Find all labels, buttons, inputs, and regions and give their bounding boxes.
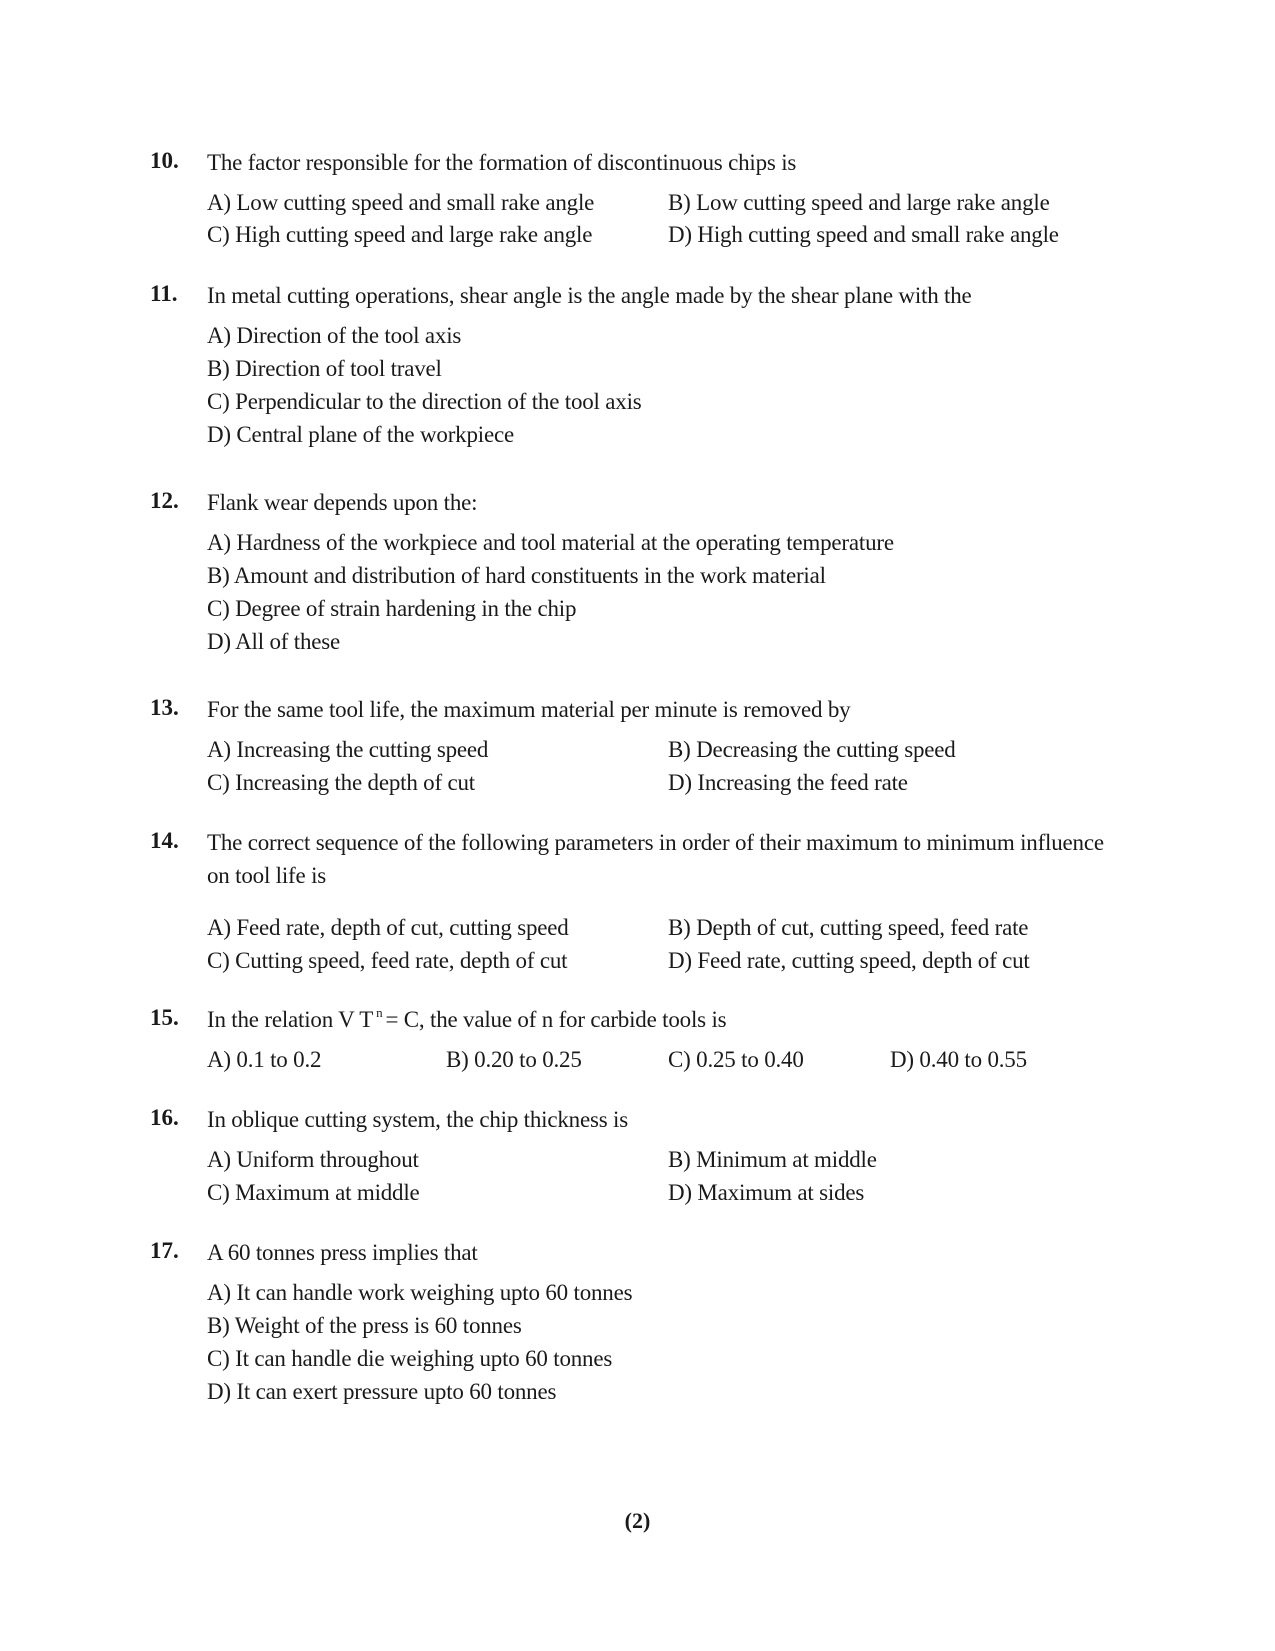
- option-a: A) Uniform throughout: [207, 1147, 419, 1172]
- option-d: D) 0.40 to 0.55: [890, 1047, 1027, 1072]
- option-c: C) 0.25 to 0.40: [668, 1047, 804, 1072]
- option-d: D) Central plane of the workpiece: [207, 422, 514, 447]
- option-b: B) Weight of the press is 60 tonnes: [207, 1313, 522, 1338]
- option-c: C) Perpendicular to the direction of the tool axis: [207, 389, 642, 414]
- question-number: 10.: [150, 148, 179, 173]
- option-c: C) Cutting speed, feed rate, depth of cut: [207, 948, 568, 973]
- question-text: A 60 tonnes press implies that: [207, 1240, 478, 1265]
- option-c: C) High cutting speed and large rake angle: [207, 222, 593, 247]
- question-text: Flank wear depends upon the:: [207, 490, 478, 515]
- option-b: B) Direction of tool travel: [207, 356, 442, 381]
- option-a: A) It can handle work weighing upto 60 tonnes: [207, 1280, 633, 1305]
- option-b: B) Decreasing the cutting speed: [668, 737, 956, 762]
- question-text: [207, 1003, 1127, 1039]
- question-number: 13.: [150, 695, 179, 720]
- question-number: 12.: [150, 488, 179, 513]
- question-number: 14.: [150, 828, 179, 853]
- question-text: For the same tool life, the maximum material per minute is removed by: [207, 697, 851, 722]
- question-number: 16.: [150, 1105, 179, 1130]
- option-d: D) It can exert pressure upto 60 tonnes: [207, 1379, 557, 1404]
- option-b: B) Depth of cut, cutting speed, feed rate: [668, 915, 1029, 940]
- option-a: A) Low cutting speed and small rake angle: [207, 190, 595, 215]
- option-d: D) Feed rate, cutting speed, depth of cut: [668, 948, 1030, 973]
- option-c: C) It can handle die weighing upto 60 tonnes: [207, 1346, 613, 1371]
- option-a: A) 0.1 to 0.2: [207, 1047, 322, 1072]
- option-d: D) High cutting speed and small rake angle: [668, 222, 1059, 247]
- option-c: C) Increasing the depth of cut: [207, 770, 475, 795]
- option-d: D) Increasing the feed rate: [668, 770, 908, 795]
- question-text: The correct sequence of the following parameters in order of their maximum to minimum influence on tool life is: [207, 830, 1104, 888]
- question-text-end: = C, the value of n for carbide tools is: [385, 1007, 727, 1032]
- question-text: In oblique cutting system, the chip thickness is: [207, 1107, 628, 1132]
- question-text-start: In the relation V T: [207, 1007, 374, 1032]
- question-text: In metal cutting operations, shear angle is the angle made by the shear plane with the: [207, 283, 972, 308]
- option-b: B) Low cutting speed and large rake angle: [668, 190, 1050, 215]
- option-c: C) Maximum at middle: [207, 1180, 420, 1205]
- question-number: 17.: [150, 1238, 179, 1263]
- option-a: A) Feed rate, depth of cut, cutting speed: [207, 915, 569, 940]
- question-text: The factor responsible for the formation of discontinuous chips is: [207, 150, 797, 175]
- option-a: A) Increasing the cutting speed: [207, 737, 489, 762]
- option-a: A) Hardness of the workpiece and tool material at the operating temperature: [207, 530, 894, 555]
- exponent-n: n: [376, 1005, 383, 1020]
- question-number: 11.: [150, 281, 178, 306]
- option-b: B) Minimum at middle: [668, 1147, 877, 1172]
- option-c: C) Degree of strain hardening in the chip: [207, 596, 577, 621]
- option-d: D) Maximum at sides: [668, 1180, 865, 1205]
- option-a: A) Direction of the tool axis: [207, 323, 462, 348]
- option-d: D) All of these: [207, 629, 341, 654]
- page-number: (2): [624, 1508, 651, 1533]
- option-b: B) 0.20 to 0.25: [446, 1047, 582, 1072]
- option-b: B) Amount and distribution of hard constituents in the work material: [207, 563, 826, 588]
- question-number: 15.: [150, 1005, 179, 1030]
